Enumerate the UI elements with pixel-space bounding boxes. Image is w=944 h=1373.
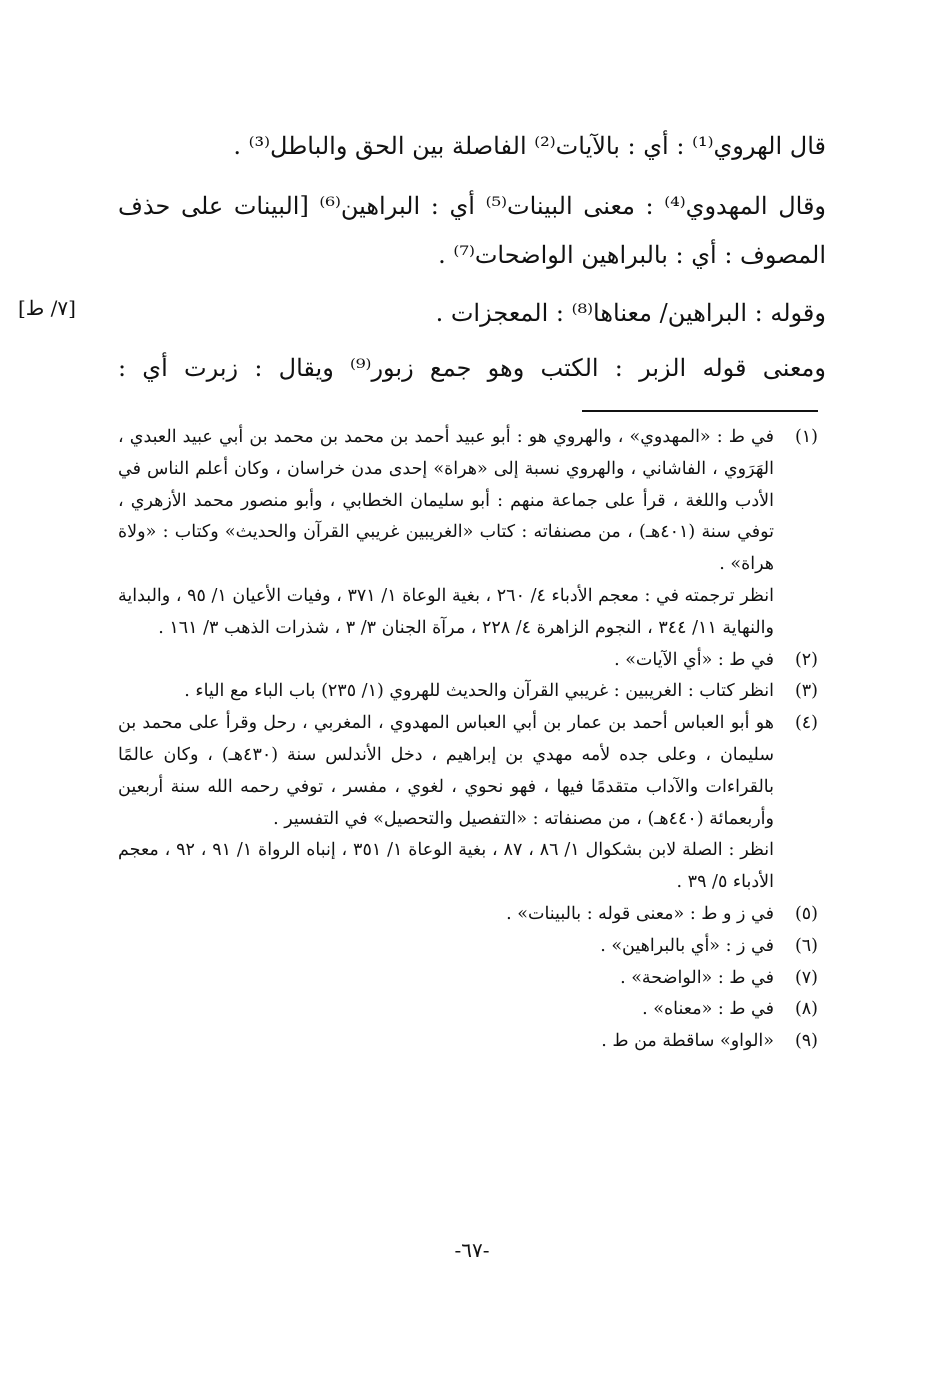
footnote-number: (٦) [794, 935, 818, 956]
footnote-number: (٥) [794, 903, 818, 924]
footnote-number: (٧) [794, 967, 818, 988]
footnote-number: (٣) [794, 681, 818, 702]
footnote-text: في ط : «معناه» . [642, 999, 774, 1020]
footnote-number: (٩) [794, 1031, 818, 1052]
footnote-text: في ط : «المهدوي» ، والهروي هو : أبو عبيد أحمد بن محمد بن محمد بن أبي عبيد العبدي ، الهَرَوي ، الفاشاني ، والهروي نسبة إلى «هراة» إحدى مدن خراسان ، وكان أعلم الناس في الأدب واللغة ، قرأ على جماعة منهم : أبو سليمان الخطابي ، وأبو منصور محمد الأزهري ، توفي سنة (٤٠١هـ) ، من مصنفاته : كتاب «الغريبين غريبي القرآن والحديث» وكتاب : «ولاة هراة» . [118, 427, 774, 575]
footnote-text: هو أبو العباس أحمد بن عمار بن أبي العباس المهدوي ، المغربي ، رحل وقرأ على محمد بن سليمان ، وعلى جده لأمه مهدي بن إبراهيم ، دخل الأندلس سنة (٤٣٠هـ) ، وكان عالمًا بالقراءات والآداب متقدمًا فيها ، فهو نحوي ، لغوي ، مفسر ، توفي رحمه الله سنة أربعين وأربعمائة (٤٤٠هـ) ، من مصنفاته : «التفصيل والتحصيل» في التفسير . [118, 713, 774, 829]
footnote-text: في ط : «أي الآيات» . [614, 649, 774, 670]
footnote-text: في ز : «أي بالبراهين» . [600, 935, 774, 956]
footnotes [118, 422, 818, 1058]
footnote-separator [582, 410, 818, 412]
footnote-4 [118, 708, 818, 899]
footnote-7 [118, 963, 818, 995]
main-text-line-5: ومعنى قوله الزبر : الكتب وهو جمع زبور⁽⁹⁾ ويقال : زبرت أي : [118, 354, 826, 382]
main-text-line-3: المصوف : أي : بالبراهين الواضحات⁽⁷⁾ . [438, 241, 826, 269]
footnote-8 [118, 994, 818, 1026]
main-text-line-2: وقال المهدوي⁽⁴⁾ : معنى البينات⁽⁵⁾ أي : البراهين⁽⁶⁾ [البينات على حذف [118, 192, 827, 220]
footnote-6 [118, 931, 818, 963]
footnote-number: (٢) [794, 649, 818, 670]
footnote-text: في ط : «الواضحة» . [620, 967, 774, 988]
footnote-number: (٤) [794, 713, 818, 734]
page-number: -٦٧- [454, 1238, 490, 1262]
marginal-manuscript-note: [٧/ ط] [18, 296, 76, 320]
footnote-3 [118, 676, 818, 708]
main-text-line-4: وقوله : البراهين/ معناها⁽⁸⁾ : المعجزات . [435, 299, 826, 327]
footnote-number: (١) [794, 427, 818, 447]
footnote-number: (٨) [794, 999, 818, 1020]
footnote-text: في ز و ط : «معنى قوله : بالبينات» . [506, 903, 774, 924]
footnote-reference: انظر ترجمته في : معجم الأدباء ٤/ ٢٦٠ ، بغية الوعاة ١/ ٣٧١ ، وفيات الأعيان ١/ ٩٥ ، والبداية والنهاية ١١/ ٣٤٤ ، النجوم الزاهرة ٤/ ٢٢٨ ، مرآة الجنان ٣/ ٣ ، شذرات الذهب ٣/ ١٦١ . [118, 585, 774, 638]
footnote-reference: انظر : الصلة لابن بشكوال ١/ ٨٦ ، ٨٧ ، بغية الوعاة ١/ ٣٥١ ، إنباه الرواة ١/ ٩١ ، ٩٢ ، معجم الأدباء ٥/ ٣٩ . [118, 840, 774, 893]
footnote-1 [118, 422, 818, 645]
footnote-text: «الواو» ساقطة من ط . [601, 1031, 774, 1052]
footnote-text: انظر كتاب : الغريبين : غريبي القرآن والحديث للهروي (١/ ٢٣٥) باب الباء مع الياء . [184, 681, 774, 702]
footnote-5 [118, 899, 818, 931]
main-text-line-1: قال الهروي⁽¹⁾ : أي : بالآيات⁽²⁾ الفاصلة بين الحق والباطل⁽³⁾ . [233, 132, 826, 160]
footnote-9 [118, 1026, 818, 1058]
footnote-2 [118, 645, 818, 677]
